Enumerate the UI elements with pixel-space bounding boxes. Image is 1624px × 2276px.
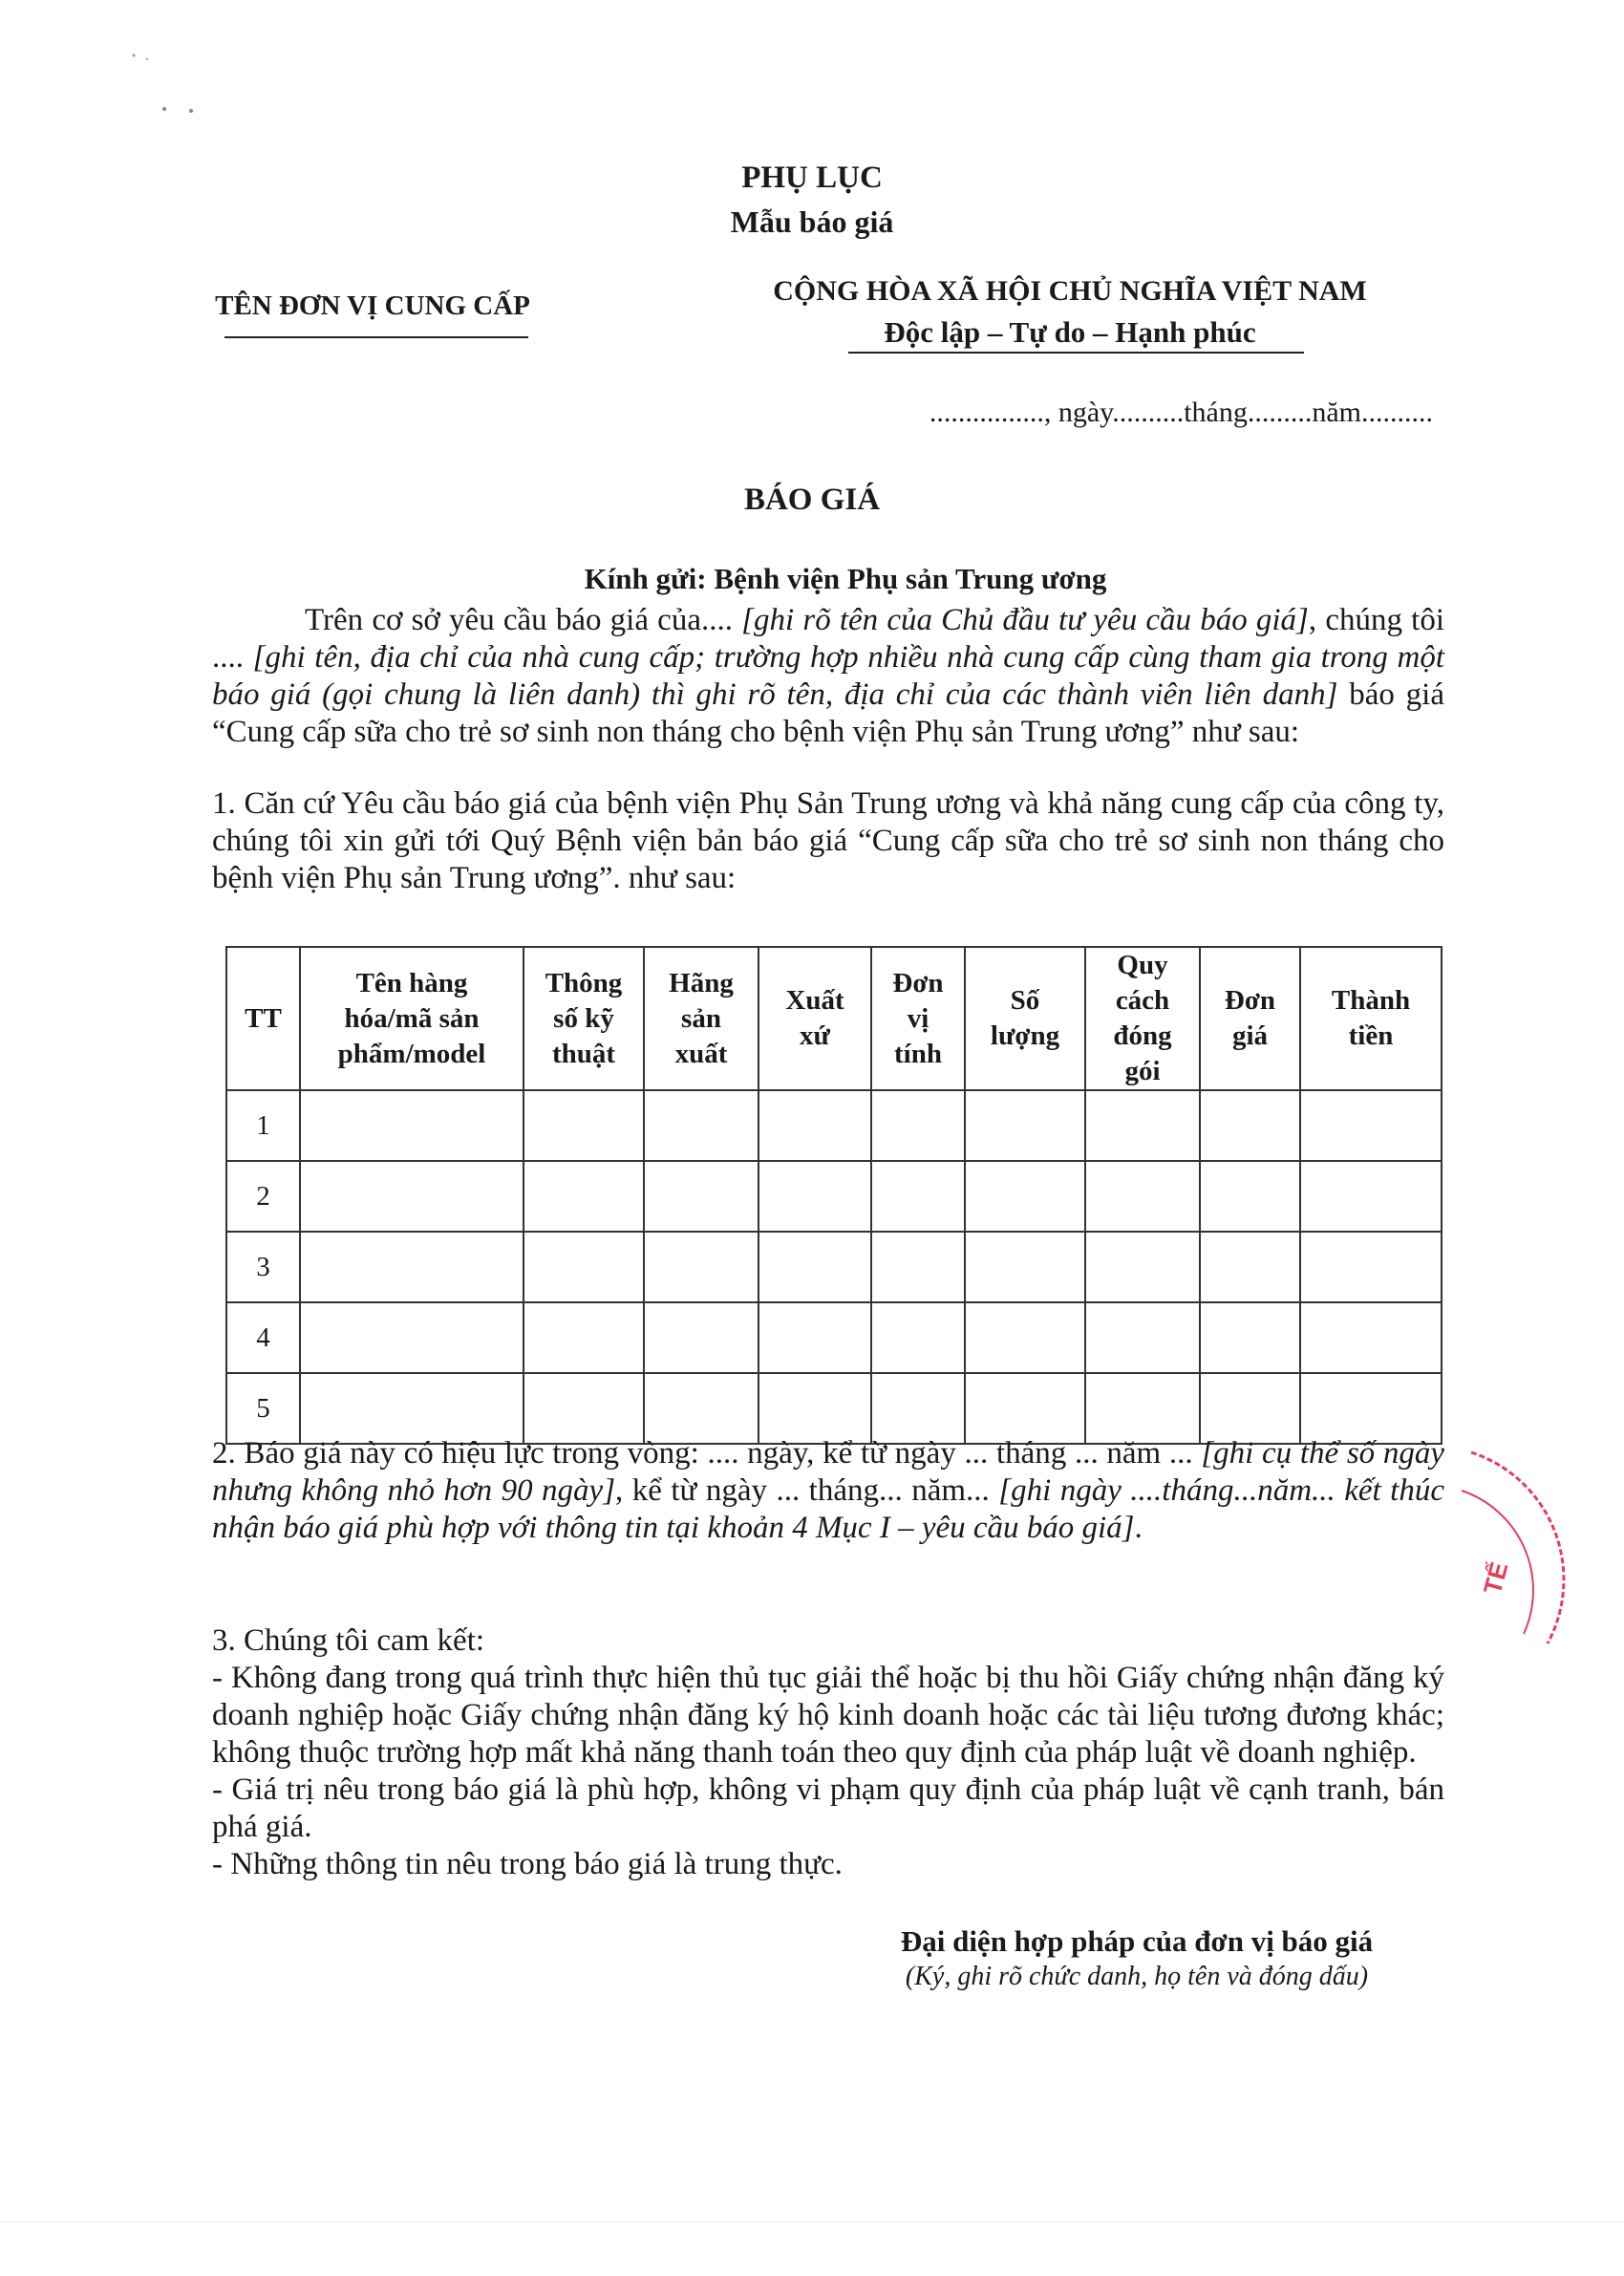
cell-unit-price[interactable] xyxy=(1200,1090,1300,1161)
supplier-name-placeholder: TÊN ĐƠN VỊ CUNG CẤP xyxy=(215,290,530,321)
signature-note: (Ký, ghi rõ chức danh, họ tên và đóng dấu) xyxy=(905,1962,1369,1991)
appendix-title: PHỤ LỤC xyxy=(741,161,883,195)
clause-1-paragraph: 1. Căn cứ Yêu cầu báo giá của bệnh viện Phụ Sản Trung ương và khả năng cung cấp của công ty, chúng tôi xin gửi tới Quý Bệnh viện bản báo giá “Cung cấp sữa cho trẻ sơ sinh non tháng cho bệnh viện Phụ sản Trung ương”. như sau: xyxy=(212,786,1444,895)
cell-unit-price[interactable] xyxy=(1200,1302,1300,1373)
intro-paragraph xyxy=(212,602,1444,751)
stamp-outer-ring xyxy=(1471,1452,1564,1643)
cell-packaging[interactable] xyxy=(1085,1373,1200,1444)
scan-speck-marks xyxy=(124,46,210,122)
clause-2-text-2: , kể từ ngày ... tháng... năm... xyxy=(615,1473,999,1508)
clause-2-note-1: [ghi cụ thể số ngày nhưng không nhỏ hơn 90 ngày] xyxy=(212,1436,1445,1508)
header-packaging: Quy cách đóng gói xyxy=(1085,947,1200,1090)
cell-origin[interactable] xyxy=(759,1373,871,1444)
cell-unit[interactable] xyxy=(871,1090,965,1161)
supplier-underline xyxy=(224,336,528,338)
cell-unit[interactable] xyxy=(871,1161,965,1232)
cell-unit[interactable] xyxy=(871,1232,965,1302)
motto-underline xyxy=(848,352,1304,354)
red-stamp-partial xyxy=(1433,1433,1624,1663)
cell-packaging[interactable] xyxy=(1085,1161,1200,1232)
cell-unit-price[interactable] xyxy=(1200,1232,1300,1302)
cell-manufacturer[interactable] xyxy=(644,1302,759,1373)
row-number: 3 xyxy=(226,1232,300,1302)
header-quantity: Số lượng xyxy=(965,947,1085,1090)
header-total: Thành tiền xyxy=(1300,947,1442,1090)
cell-product-name[interactable] xyxy=(300,1161,524,1232)
intro-note-2: [ghi tên, địa chỉ của nhà cung cấp; trường hợp nhiều nhà cung cấp cùng tham gia trong một báo giá (gọi chung là liên danh) thì ghi rõ tên, địa chỉ của các thành viên liên danh] xyxy=(212,640,1445,712)
cell-unit-price[interactable] xyxy=(1200,1161,1300,1232)
cell-quantity[interactable] xyxy=(965,1232,1085,1302)
cell-packaging[interactable] xyxy=(1085,1090,1200,1161)
cell-product-name[interactable] xyxy=(300,1373,524,1444)
clause-2-text-3: . xyxy=(1134,1511,1143,1545)
cell-specifications[interactable] xyxy=(524,1161,644,1232)
table-row xyxy=(226,1232,1442,1302)
cell-packaging[interactable] xyxy=(1085,1232,1200,1302)
signature-title: Đại diện hợp pháp của đơn vị báo giá xyxy=(900,1924,1374,1958)
cell-origin[interactable] xyxy=(759,1232,871,1302)
cell-origin[interactable] xyxy=(759,1090,871,1161)
cell-specifications[interactable] xyxy=(524,1302,644,1373)
intro-text-1: Trên cơ sở yêu cầu báo giá của.... xyxy=(305,603,742,637)
commitment-3: - Những thông tin nêu trong báo giá là trung thực. xyxy=(212,1847,843,1881)
cell-product-name[interactable] xyxy=(300,1302,524,1373)
row-number: 2 xyxy=(226,1161,300,1232)
cell-origin[interactable] xyxy=(759,1302,871,1373)
date-line: ................, ngày..........tháng.........năm.......... xyxy=(929,397,1433,428)
cell-total[interactable] xyxy=(1300,1090,1442,1161)
header-unit-price: Đơn giá xyxy=(1200,947,1300,1090)
row-number: 1 xyxy=(226,1090,300,1161)
cell-manufacturer[interactable] xyxy=(644,1232,759,1302)
commitment-1: - Không đang trong quá trình thực hiện thủ tục giải thể hoặc bị thu hồi Giấy chứng nhận đăng ký doanh nghiệp hoặc Giấy chứng nhận đăng ký hộ kinh doanh hoặc các tài liệu tương đương khác; không thuộc trường hợp mất khả năng thanh toán theo quy định của pháp luật về doanh nghiệp. xyxy=(212,1661,1444,1770)
table-row xyxy=(226,1373,1442,1444)
cell-product-name[interactable] xyxy=(300,1090,524,1161)
table-row xyxy=(226,1090,1442,1161)
cell-quantity[interactable] xyxy=(965,1302,1085,1373)
recipient-line: Kính gửi: Bệnh viện Phụ sản Trung ương xyxy=(584,562,1107,595)
cell-total[interactable] xyxy=(1300,1232,1442,1302)
cell-total[interactable] xyxy=(1300,1302,1442,1373)
intro-note-1: [ghi rõ tên của Chủ đầu tư yêu cầu báo giá] xyxy=(741,603,1309,637)
intro-text-3: báo giá “Cung cấp sữa cho trẻ sơ sinh non tháng cho bệnh viện Phụ sản Trung ương” như sau: xyxy=(212,677,1444,749)
row-number: 4 xyxy=(226,1302,300,1373)
header-manufacturer: Hãng sản xuất xyxy=(644,947,759,1090)
cell-quantity[interactable] xyxy=(965,1373,1085,1444)
intro-text-2: , chúng tôi .... xyxy=(212,603,1444,675)
stamp-text: TẾ xyxy=(1477,1558,1514,1598)
row-number: 5 xyxy=(226,1373,300,1444)
national-title: CỘNG HÒA XÃ HỘI CHỦ NGHĨA VIỆT NAM xyxy=(773,275,1367,307)
cell-total[interactable] xyxy=(1300,1373,1442,1444)
national-motto: Độc lập – Tự do – Hạnh phúc xyxy=(884,315,1256,349)
header-specifications: Thông số kỹ thuật xyxy=(524,947,644,1090)
cell-specifications[interactable] xyxy=(524,1232,644,1302)
header-product-name: Tên hàng hóa/mã sản phẩm/model xyxy=(300,947,524,1090)
cell-unit-price[interactable] xyxy=(1200,1373,1300,1444)
cell-origin[interactable] xyxy=(759,1161,871,1232)
cell-specifications[interactable] xyxy=(524,1090,644,1161)
header-tt: TT xyxy=(226,947,300,1090)
clause-3-heading: 3. Chúng tôi cam kết: xyxy=(212,1623,485,1658)
cell-packaging[interactable] xyxy=(1085,1302,1200,1373)
cell-specifications[interactable] xyxy=(524,1373,644,1444)
form-name: Mẫu báo giá xyxy=(730,204,894,239)
cell-quantity[interactable] xyxy=(965,1090,1085,1161)
cell-manufacturer[interactable] xyxy=(644,1161,759,1232)
clause-3-block xyxy=(212,1622,1444,1883)
header-origin: Xuất xứ xyxy=(759,947,871,1090)
cell-unit[interactable] xyxy=(871,1373,965,1444)
commitment-2: - Giá trị nêu trong báo giá là phù hợp, không vi phạm quy định của pháp luật về cạnh tranh, bán phá giá. xyxy=(212,1772,1444,1844)
document-title: BÁO GIÁ xyxy=(743,483,881,517)
cell-manufacturer[interactable] xyxy=(644,1090,759,1161)
table-header-row xyxy=(226,947,1442,1090)
cell-product-name[interactable] xyxy=(300,1232,524,1302)
header-unit: Đơn vị tính xyxy=(871,947,965,1090)
quotation-table xyxy=(225,946,1442,1445)
cell-unit[interactable] xyxy=(871,1302,965,1373)
table-row xyxy=(226,1161,1442,1232)
cell-manufacturer[interactable] xyxy=(644,1373,759,1444)
cell-total[interactable] xyxy=(1300,1161,1442,1232)
clause-2-paragraph xyxy=(212,1435,1444,1547)
clause-2-text-1: 2. Báo giá này có hiệu lực trong vòng: .... ngày, kể từ ngày ... tháng ... năm ... xyxy=(212,1436,1202,1471)
table-row xyxy=(226,1302,1442,1373)
clause-2-note-2: [ghi ngày ....tháng...năm... kết thúc nhận báo giá phù hợp với thông tin tại khoản 4 Mục I – yêu cầu báo giá] xyxy=(212,1473,1445,1545)
cell-quantity[interactable] xyxy=(965,1161,1085,1232)
